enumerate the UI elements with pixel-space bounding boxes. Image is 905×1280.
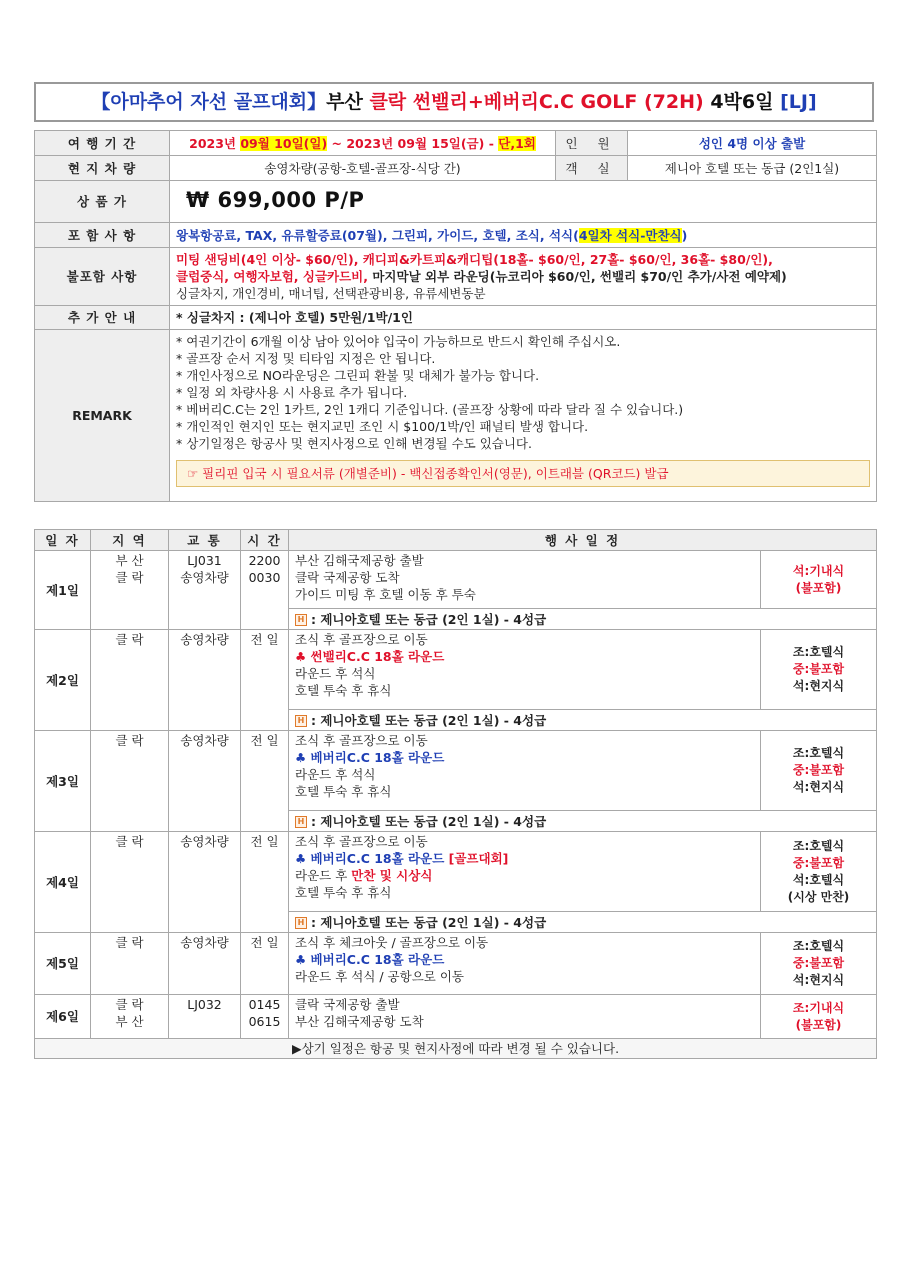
remark-item: * 베버리C.C는 2인 1카트, 2인 1캐디 기준입니다. (골프장 상황에 따라 달라 질 수 있습니다.) bbox=[176, 402, 684, 417]
header-region: 지 역 bbox=[91, 530, 169, 551]
dinner-ceremony: 만찬 및 시상식 bbox=[351, 868, 433, 883]
title-course: 클락 썬밸리+베버리C.C GOLF (72H) bbox=[369, 91, 704, 113]
golf-round: ♣ 베버리C.C 18홀 라운드 bbox=[295, 750, 445, 765]
price-value: ₩ 699,000 P/P bbox=[170, 181, 877, 223]
day-5: 제5일 bbox=[35, 933, 91, 995]
day-3-hotel: H : 제니아호텔 또는 동급 (2인 1실) - 4성급 bbox=[289, 811, 877, 832]
day-2-itinerary: 조식 후 골프장으로 이동 ♣ 썬밸리C.C 18홀 라운드 라운드 후 석식 호텔 투숙 후 휴식 bbox=[289, 630, 761, 710]
day-1-time: 2200 0030 bbox=[241, 551, 289, 630]
people-value: 성인 4명 이상 출발 bbox=[628, 131, 877, 156]
day-3-meals: 조:호텔식 중:불포함 석:현지식 bbox=[761, 731, 877, 811]
title-duration: 4박6일 bbox=[703, 91, 781, 113]
vehicle-label: 현 지 차 량 bbox=[35, 156, 170, 181]
golf-round: ♣ 베버리C.C 18홀 라운드 bbox=[295, 851, 449, 866]
exclude-label: 불포함 사항 bbox=[35, 248, 170, 306]
day-6-meals: 조:기내식 (불포함) bbox=[761, 995, 877, 1039]
day-3: 제3일 bbox=[35, 731, 91, 832]
golf-round: ♣ 썬밸리C.C 18홀 라운드 bbox=[295, 649, 445, 664]
day-1-meals: 석:기내식 (불포함) bbox=[761, 551, 877, 609]
info-table bbox=[34, 130, 877, 502]
day-4-time: 전 일 bbox=[241, 832, 289, 933]
day-4-itinerary: 조식 후 골프장으로 이동 ♣ 베버리C.C 18홀 라운드 [골프대회] 라운드 후 만찬 및 시상식 호텔 투숙 후 휴식 bbox=[289, 832, 761, 912]
day-1-region: 부 산 클 락 bbox=[91, 551, 169, 630]
title-event: 【아마추어 자선 골프대회】 bbox=[91, 91, 327, 113]
hotel-icon: H bbox=[295, 917, 307, 929]
hotel-icon: H bbox=[295, 715, 307, 727]
day-5-meals: 조:호텔식 중:불포함 석:현지식 bbox=[761, 933, 877, 995]
include-value: 왕복항공료, TAX, 유류할증료(07월), 그린피, 가이드, 호텔, 조식, 석식(4일차 석식-만찬식) bbox=[170, 223, 877, 248]
day-6-region: 클 락 부 산 bbox=[91, 995, 169, 1039]
title-airline: [LJ] bbox=[780, 91, 817, 113]
day-3-time: 전 일 bbox=[241, 731, 289, 832]
day-6: 제6일 bbox=[35, 995, 91, 1039]
exclude-value: 미팅 샌딩비(4인 이상- $60/인), 캐디피&카트피&캐디팁(18홀- $60/인, 27홀- $60/인, 36홀- $80/인), 클럽중식, 여행자보험, 싱글카드비, 마지막날 외부 라운딩(뉴코리아 $60/인, 썬밸리 $70/인 추가/사전 예약제) 싱글차지, 개인경비, 매너팁, 선택관광비용, 유류세변동분 bbox=[170, 248, 877, 306]
schedule-footer-note: ▶상기 일정은 항공 및 현지사정에 따라 변경 될 수 있습니다. bbox=[35, 1039, 877, 1059]
day-1-hotel: H : 제니아호텔 또는 동급 (2인 1실) - 4성급 bbox=[289, 609, 877, 630]
extra-label: 추 가 안 내 bbox=[35, 306, 170, 330]
remark-item: * 상기일정은 항공사 및 현지사정으로 인해 변경될 수도 있습니다. bbox=[176, 436, 532, 451]
day-2-meals: 조:호텔식 중:불포함 석:현지식 bbox=[761, 630, 877, 710]
remark-item: * 개인적인 현지인 또는 현지교민 조인 시 $100/1박/인 패널티 발생 합니다. bbox=[176, 419, 589, 434]
day-5-region: 클 락 bbox=[91, 933, 169, 995]
include-label: 포 함 사 항 bbox=[35, 223, 170, 248]
day-1-itinerary: 부산 김해국제공항 출발 클락 국제공항 도착 가이드 미팅 후 호텔 이동 후 투숙 bbox=[289, 551, 761, 609]
day-2-region: 클 락 bbox=[91, 630, 169, 731]
day-4-meals: 조:호텔식 중:불포함 석:호텔식 (시상 만찬) bbox=[761, 832, 877, 912]
title-city: 부산 bbox=[326, 91, 370, 113]
remark-item: * 개인사정으로 NO라운딩은 그린피 환불 및 대체가 불가능 합니다. bbox=[176, 368, 540, 383]
price-label: 상 품 가 bbox=[35, 181, 170, 223]
day-5-itinerary: 조식 후 체크아웃 / 골프장으로 이동 ♣ 베버리C.C 18홀 라운드 라운드 후 석식 / 공항으로 이동 bbox=[289, 933, 761, 995]
people-label: 인 원 bbox=[556, 131, 628, 156]
room-label: 객 실 bbox=[556, 156, 628, 181]
header-itinerary: 행 사 일 정 bbox=[289, 530, 877, 551]
remark-item: * 일정 외 차량사용 시 사용료 추가 됩니다. bbox=[176, 385, 408, 400]
remark-item: * 여권기간이 6개월 이상 남아 있어야 입국이 가능하므로 반드시 확인해 주십시오. bbox=[176, 334, 621, 349]
day-5-transport: 송영차량 bbox=[169, 933, 241, 995]
day-2: 제2일 bbox=[35, 630, 91, 731]
day-6-transport: LJ032 bbox=[169, 995, 241, 1039]
period-value: 2023년 09월 10일(일) ~ 2023년 09월 15일(금) - 단,1회 bbox=[170, 131, 556, 156]
day-3-itinerary: 조식 후 골프장으로 이동 ♣ 베버리C.C 18홀 라운드 라운드 후 석식 호텔 투숙 후 휴식 bbox=[289, 731, 761, 811]
day-6-time: 0145 0615 bbox=[241, 995, 289, 1039]
remark-label: REMARK bbox=[35, 330, 170, 502]
golf-round: ♣ 베버리C.C 18홀 라운드 bbox=[295, 952, 445, 967]
day-5-time: 전 일 bbox=[241, 933, 289, 995]
remark-list bbox=[170, 330, 877, 502]
period-label: 여 행 기 간 bbox=[35, 131, 170, 156]
day-2-hotel: H : 제니아호텔 또는 동급 (2인 1실) - 4성급 bbox=[289, 710, 877, 731]
day-4-transport: 송영차량 bbox=[169, 832, 241, 933]
day-1-transport: LJ031 송영차량 bbox=[169, 551, 241, 630]
vehicle-value: 송영차량(공항-호텔-골프장-식당 간) bbox=[170, 156, 556, 181]
day-6-itinerary: 클락 국제공항 출발 부산 김해국제공항 도착 bbox=[289, 995, 761, 1039]
page-title bbox=[34, 82, 874, 122]
header-date: 일 자 bbox=[35, 530, 91, 551]
day-3-transport: 송영차량 bbox=[169, 731, 241, 832]
remark-item: * 골프장 순서 지정 및 티타임 지정은 안 됩니다. bbox=[176, 351, 436, 366]
hotel-icon: H bbox=[295, 614, 307, 626]
entry-documents-notice: ☞ 필리핀 입국 시 필요서류 (개별준비) - 백신접종확인서(영문), 이트래블 (QR코드) 발급 bbox=[176, 460, 870, 487]
day-4-hotel: H : 제니아호텔 또는 동급 (2인 1실) - 4성급 bbox=[289, 912, 877, 933]
day-2-transport: 송영차량 bbox=[169, 630, 241, 731]
day-3-region: 클 락 bbox=[91, 731, 169, 832]
extra-value: * 싱글차지 : (제니아 호텔) 5만원/1박/1인 bbox=[170, 306, 877, 330]
header-transport: 교 통 bbox=[169, 530, 241, 551]
room-value: 제니아 호텔 또는 동급 (2인1실) bbox=[628, 156, 877, 181]
hotel-icon: H bbox=[295, 816, 307, 828]
tournament-tag: [골프대회] bbox=[448, 851, 509, 866]
header-time: 시 간 bbox=[241, 530, 289, 551]
day-1: 제1일 bbox=[35, 551, 91, 630]
day-4-region: 클 락 bbox=[91, 832, 169, 933]
day-2-time: 전 일 bbox=[241, 630, 289, 731]
schedule-table bbox=[34, 529, 877, 1059]
day-4: 제4일 bbox=[35, 832, 91, 933]
